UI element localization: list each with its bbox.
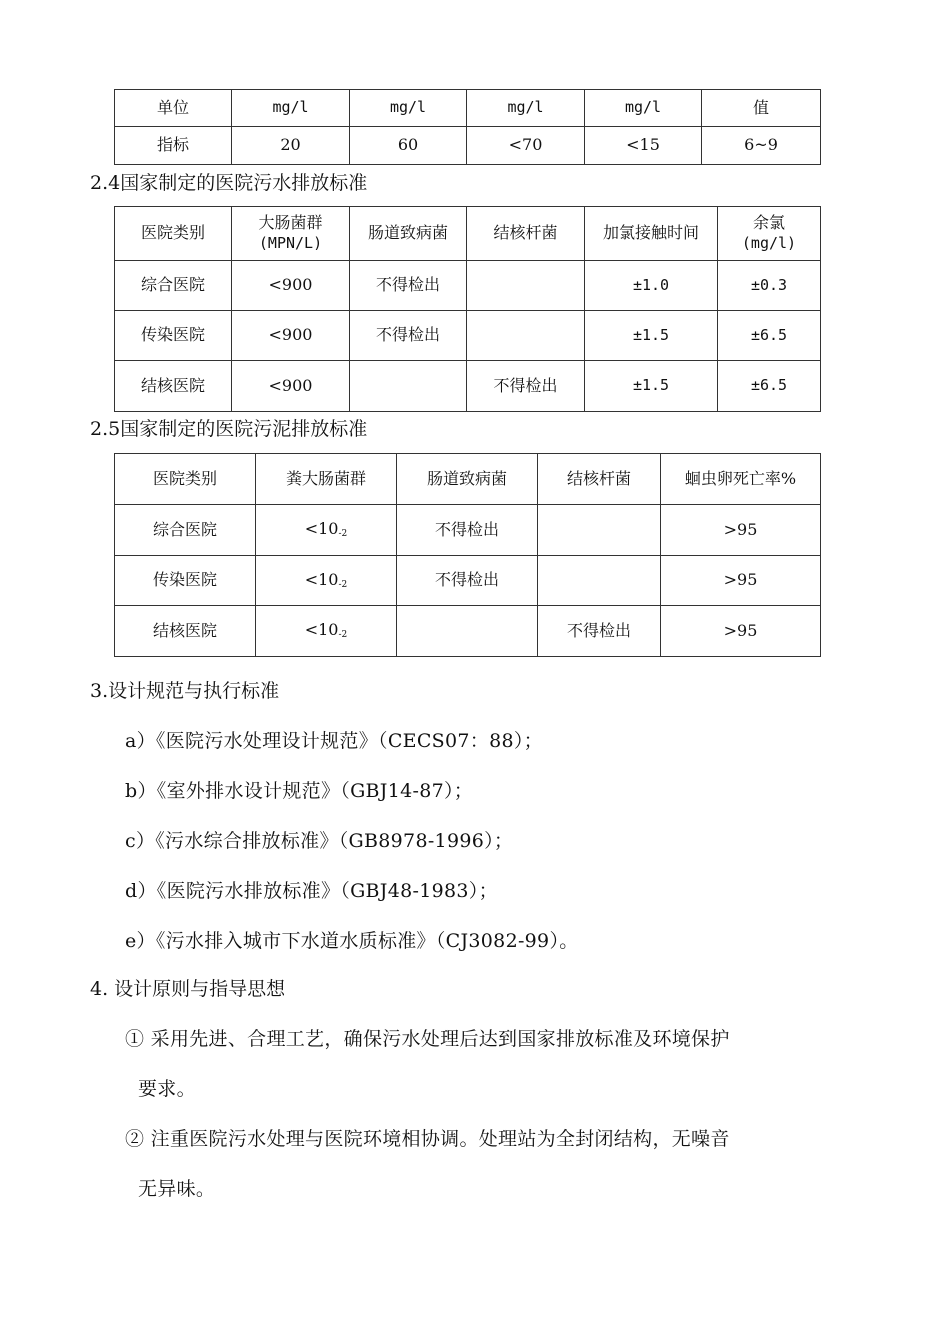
table-cell: [538, 505, 661, 556]
table-row: [115, 606, 821, 657]
table-cell: <900: [232, 261, 350, 311]
table-cell: 结核医院: [115, 606, 256, 657]
header-line: 大肠菌群: [258, 213, 323, 233]
header-unit: (mg/l): [741, 234, 797, 253]
table-cell: >95: [661, 556, 821, 606]
table-cell: [350, 361, 467, 412]
table-sewage-standard: [114, 206, 821, 412]
table-cell: 综合医院: [115, 505, 256, 556]
value-base: <10: [304, 519, 339, 539]
table-cell: ±6.5: [718, 311, 821, 361]
value-exponent: -2: [338, 579, 348, 590]
table-row: [115, 311, 821, 361]
table-cell: [256, 556, 397, 606]
table-cell: <70: [467, 127, 585, 165]
table-cell: ±1.5: [585, 361, 718, 412]
table-units-indicators: [114, 89, 821, 165]
table-cell: ±6.5: [718, 361, 821, 412]
table-cell: mg/l: [232, 90, 350, 127]
section-heading-2-4: 2.4国家制定的医院污水排放标准: [90, 172, 368, 194]
list-item: a）《医院污水处理设计规范》（CECS07：88）；: [125, 730, 543, 752]
table-cell: ±0.3: [718, 261, 821, 311]
list-item: b）《室外排水设计规范》（GBJ14-87）；: [125, 780, 474, 802]
paragraph-line: ② 注重医院污水处理与医院环境相协调。处理站为全封闭结构，无噪音: [125, 1128, 730, 1150]
table-cell: [397, 606, 538, 657]
table-header-cell: 蛔虫卵死亡率%: [661, 454, 821, 505]
table-cell: [538, 556, 661, 606]
table-header-cell: 加氯接触时间: [585, 207, 718, 261]
table-cell: <900: [232, 361, 350, 412]
value-base: <10: [304, 620, 339, 640]
table-header-cell: [718, 207, 821, 261]
table-cell: 综合医院: [115, 261, 232, 311]
table-cell: <15: [585, 127, 702, 165]
table-header-cell: 结核杆菌: [538, 454, 661, 505]
header-unit: (MPN/L): [258, 234, 323, 253]
table-sludge-standard: [114, 453, 821, 657]
table-cell: 单位: [115, 90, 232, 127]
list-item: d）《医院污水排放标准》（GBJ48-1983）；: [125, 880, 498, 902]
table-header-cell: 肠道致病菌: [350, 207, 467, 261]
table-cell: 6~9: [702, 127, 821, 165]
paragraph-line: ① 采用先进、合理工艺，确保污水处理后达到国家排放标准及环境保护: [125, 1028, 730, 1050]
table-cell: 不得检出: [467, 361, 585, 412]
list-item: e）《污水排入城市下水道水质标准》（CJ3082-99）。: [125, 930, 579, 952]
table-cell: ±1.5: [585, 311, 718, 361]
table-row: [115, 90, 821, 127]
table-cell: [467, 311, 585, 361]
table-cell: 60: [350, 127, 467, 165]
table-cell: <900: [232, 311, 350, 361]
table-cell: 20: [232, 127, 350, 165]
value-exponent: -2: [338, 630, 348, 641]
table-cell: ±1.0: [585, 261, 718, 311]
section-heading-2-5: 2.5国家制定的医院污泥排放标准: [90, 418, 368, 440]
table-cell: 值: [702, 90, 821, 127]
table-cell: >95: [661, 606, 821, 657]
table-cell: >95: [661, 505, 821, 556]
table-cell: 不得检出: [397, 505, 538, 556]
value-exponent: -2: [338, 529, 348, 540]
section-heading-3: 3.设计规范与执行标准: [90, 680, 280, 702]
table-row: [115, 361, 821, 412]
table-cell: 指标: [115, 127, 232, 165]
table-cell: mg/l: [467, 90, 585, 127]
table-cell: 传染医院: [115, 311, 232, 361]
section-heading-4: 4. 设计原则与指导思想: [90, 978, 286, 1000]
table-cell: 结核医院: [115, 361, 232, 412]
header-line: 余氯: [752, 213, 785, 233]
table-cell: mg/l: [585, 90, 702, 127]
table-cell: 不得检出: [350, 261, 467, 311]
table-cell: 不得检出: [397, 556, 538, 606]
table-row: [115, 261, 821, 311]
table-header-cell: [232, 207, 350, 261]
table-header-cell: 医院类别: [115, 454, 256, 505]
table-cell: mg/l: [350, 90, 467, 127]
table-row: [115, 505, 821, 556]
table-row: [115, 127, 821, 165]
table-header-cell: 医院类别: [115, 207, 232, 261]
table-cell: 不得检出: [350, 311, 467, 361]
table-header-cell: 结核杆菌: [467, 207, 585, 261]
paragraph-line: 无异味。: [138, 1178, 216, 1200]
table-cell: [467, 261, 585, 311]
value-base: <10: [304, 569, 339, 589]
table-header-row: [115, 207, 821, 261]
list-item: c）《污水综合排放标准》（GB8978-1996）；: [125, 830, 514, 852]
table-row: [115, 556, 821, 606]
table-header-row: [115, 454, 821, 505]
table-cell: 传染医院: [115, 556, 256, 606]
table-cell: [256, 606, 397, 657]
table-header-cell: 粪大肠菌群: [256, 454, 397, 505]
table-cell: [256, 505, 397, 556]
table-header-cell: 肠道致病菌: [397, 454, 538, 505]
paragraph-line: 要求。: [138, 1078, 196, 1100]
table-cell: 不得检出: [538, 606, 661, 657]
